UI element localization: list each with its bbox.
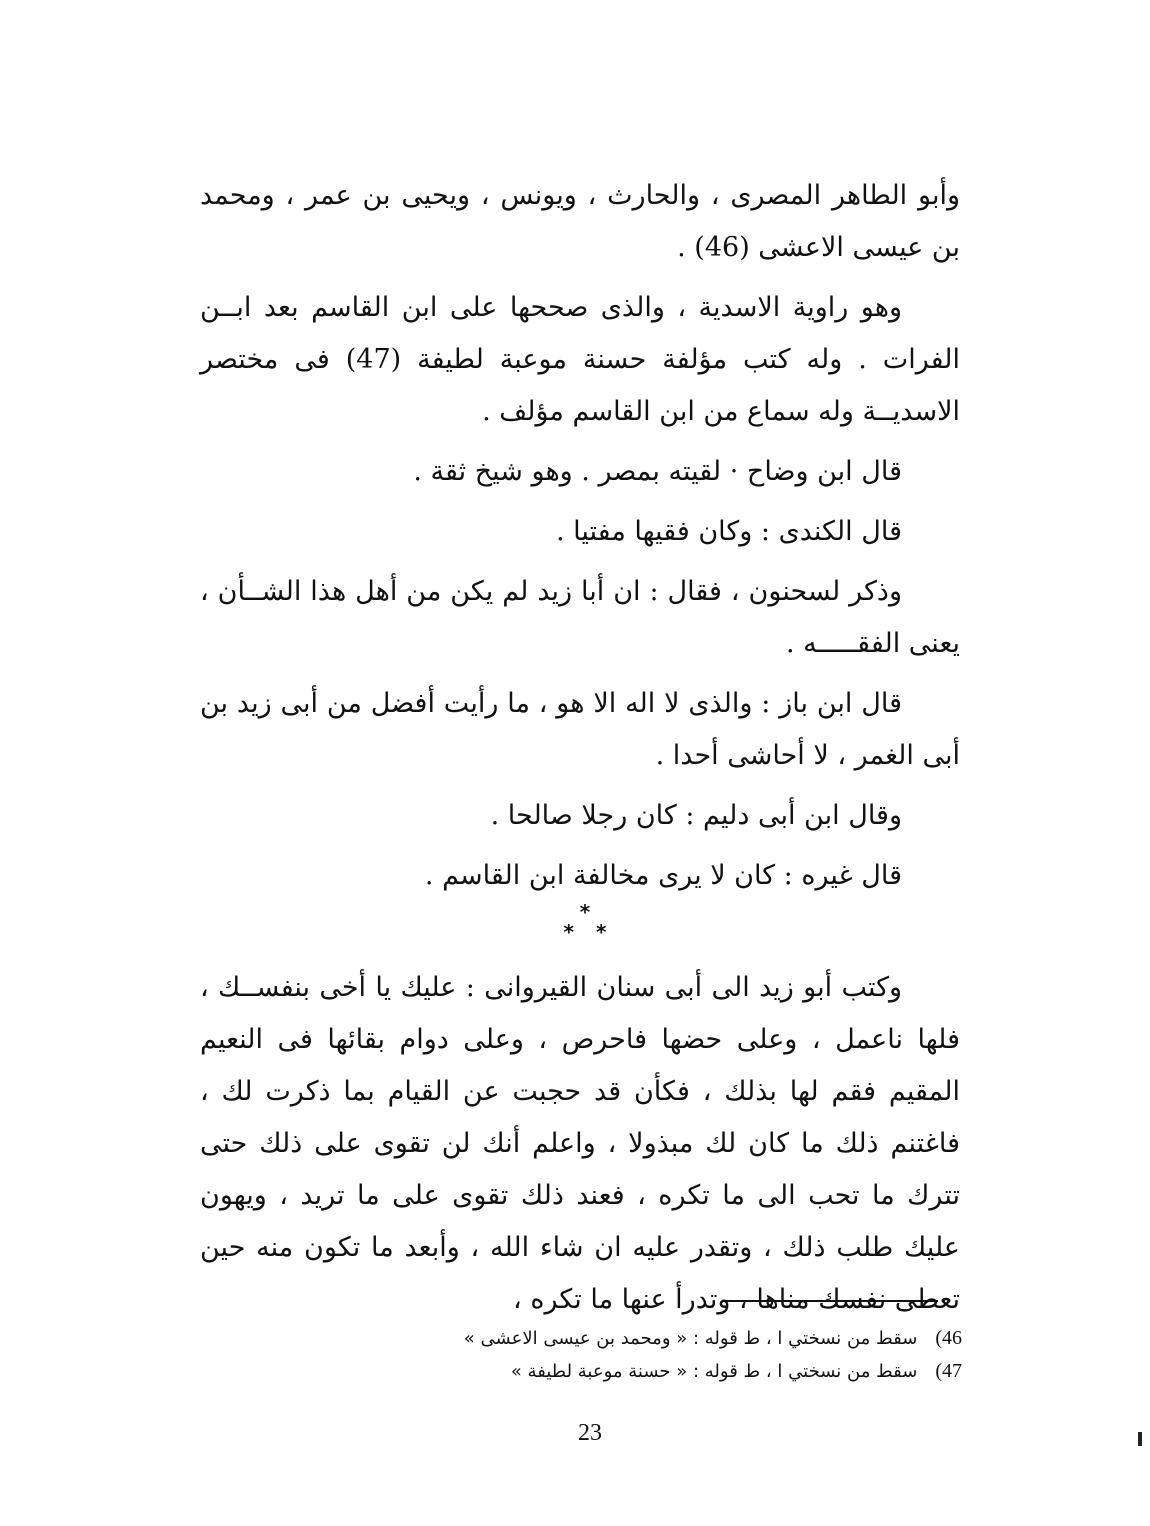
main-text <box>200 170 960 902</box>
paragraph-4: قال الكندى : وكان فقيها مفتيا . <box>556 516 902 547</box>
letter-text <box>200 962 960 1326</box>
separator-star-right: * <box>596 920 629 944</box>
page-number: 23 <box>578 1420 602 1446</box>
footnote-46 <box>262 1322 962 1355</box>
paragraph-1: وأبو الطاهر المصرى ، والحارث ، ويونس ، ويحيى بن عمر ، ومحمد بن عيسى الاعشى (46) . <box>200 180 960 263</box>
paragraph-7: وقال ابن أبى دليم : كان رجلا صالحا . <box>490 800 902 831</box>
footnote-text: سقط من نسختي ا ، ط قوله : « ومحمد بن عيسى الاعشى » <box>463 1328 918 1349</box>
footnote-number: 46) <box>935 1327 962 1349</box>
footnotes <box>262 1322 962 1388</box>
separator-star-left: * <box>563 920 596 944</box>
footnote-divider <box>722 1300 938 1302</box>
footnote-text: سقط من نسختي ا ، ط قوله : « حسنة موعبة لطيفة » <box>510 1361 918 1382</box>
paragraph-8: قال غيره : كان لا يرى مخالفة ابن القاسم . <box>424 860 902 891</box>
paragraph-letter: وكتب أبو زيد الى أبى سنان القيروانى : عليك يا أخى بنفســك ، فلها ناعمل ، وعلى حضها فاحرص ، وعلى دوام بقائها فى النعيم المقيم فقم لها بذلك ، فكأن قد حجبت عن القيام بما ذكرت لك ، فاغتنم ذلك ما كان لك مبذولا ، واعلم أنك لن تقوى على ذلك حتى تترك ما تحب الى ما تكره ، فعند ذلك تقوى على ما تريد ، ويهون عليك طلب ذلك ، وتقدر عليه ان شاء الله ، وأبعد ما تكون منه حين تعطى نفسك مناها ، وتدرأ عنها ما تكره ، <box>200 972 960 1315</box>
paragraph-6: قال ابن باز : والذى لا اله الا هو ، ما رأيت أفضل من أبى زيد بن أبى الغمر ، لا أحاشى أحدا . <box>200 688 960 771</box>
paragraph-3: قال ابن وضاح · لقيته بمصر . وهو شيخ ثقة . <box>413 456 902 487</box>
scan-edge-mark <box>1138 1432 1142 1446</box>
separator-star-top: * <box>579 900 591 924</box>
paragraph-5: وذكر لسحنون ، فقال : ان أبا زيد لم يكن من أهل هذا الشــأن ، يعنى الفقـــــه . <box>200 576 960 659</box>
footnote-47 <box>262 1355 962 1388</box>
section-separator <box>540 902 630 942</box>
paragraph-2: وهو راوية الاسدية ، والذى صححها على ابن القاسم بعد ابــن الفرات . وله كتب مؤلفة حسنة موعبة لطيفة (47) فى مختصر الاسديــة وله سماع من ابن القاسم مؤلف . <box>200 292 960 427</box>
separator-stars-bottom <box>540 922 630 942</box>
footnote-number: 47) <box>935 1360 962 1382</box>
